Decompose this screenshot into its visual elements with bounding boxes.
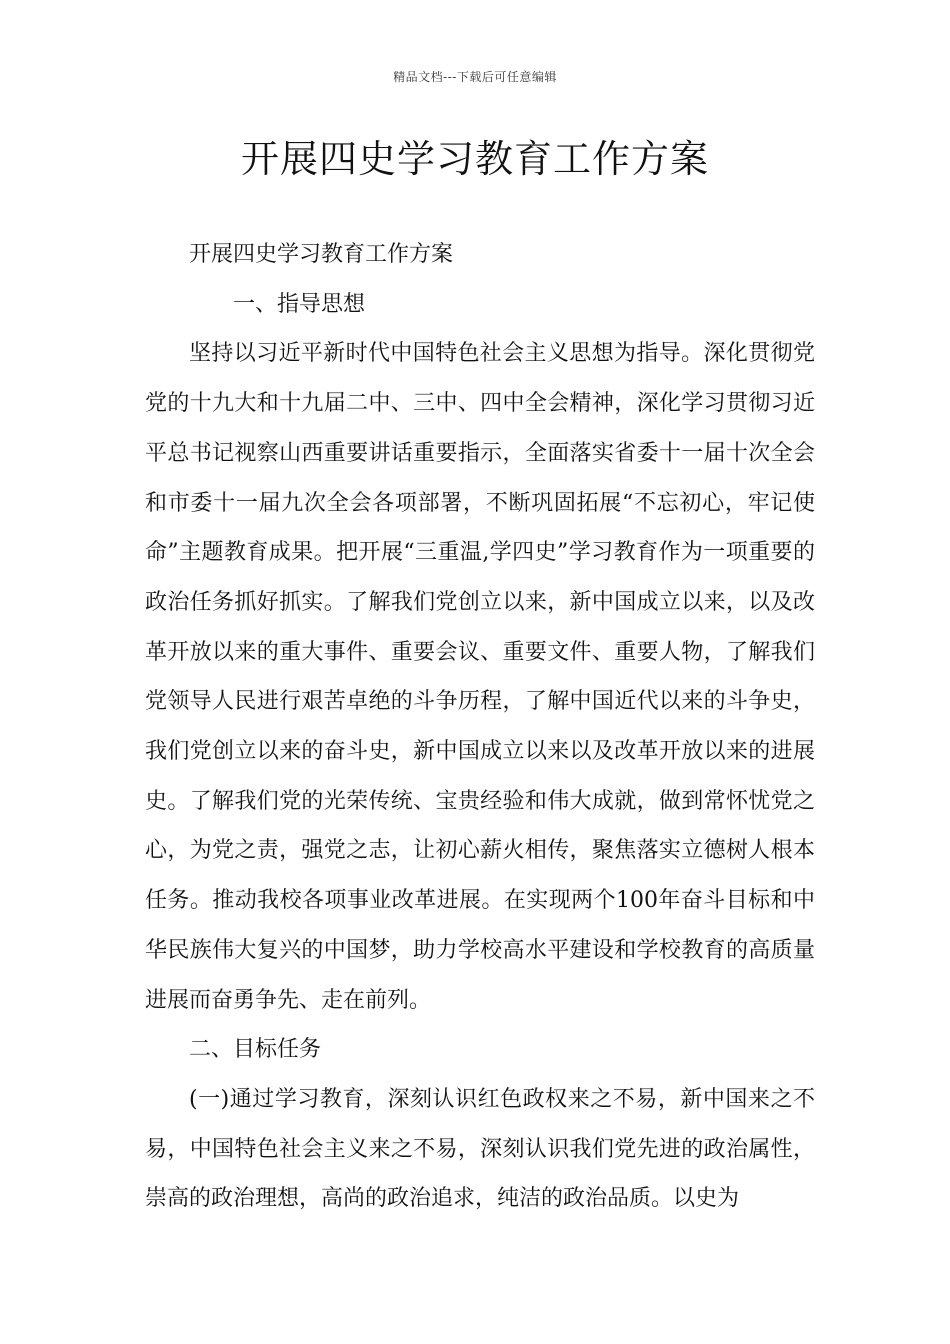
body-paragraph: 坚持以习近平新时代中国特色社会主义思想为指导。深化贯彻党党的十九大和十九届二中、三中、四中全会精神，深化学习贯彻习近平总书记视察山西重要讲话重要指示，全面落实省委十一届十次全会和市委十一届九次全会各项部署，不断巩固拓展“不忘初心，牢记使命”主题教育成果。把开展“三重温,学四史”学习教育作为一项重要的政治任务抓好抓实。了解我们党创立以来，新中国成立以来，以及改革开放以来的重大事件、重要会议、重要文件、重要人物，了解我们党领导人民进行艰苦卓绝的斗争历程，了解中国近代以来的斗争史，我们党创立以来的奋斗史，新中国成立以来以及改革开放以来的进展史。了解我们党的光荣传统、宝贵经验和伟大成就，做到常怀忧党之心，为党之责，强党之志，让初心薪火相传，聚焦落实立德树人根本任务。推动我校各项事业改革进展。在实现两个100年奋斗目标和中华民族伟大复兴的中国梦，助力学校高水平建设和学校教育的高质量进展而奋勇争先、走在前列。 bbox=[145, 341, 815, 1013]
header-note: 精品文档---下载后可任意编辑 bbox=[393, 70, 557, 84]
section-heading-goals-tasks: 二、目标任务 bbox=[189, 1037, 322, 1063]
section-heading-guiding-ideology: 一、指导思想 bbox=[233, 291, 366, 317]
document-title: 开展四史学习教育工作方案 bbox=[240, 137, 709, 181]
subtitle-paragraph: 开展四史学习教育工作方案 bbox=[189, 242, 454, 267]
body-paragraph: (一)通过学习教育，深刻认识红色政权来之不易，新中国来之不易，中国特色社会主义来之不易，深刻认识我们党先进的政治属性，崇高的政治理想，高尚的政治追求，纯洁的政治品质。以史为 bbox=[145, 1086, 815, 1212]
document-body bbox=[145, 230, 815, 1224]
